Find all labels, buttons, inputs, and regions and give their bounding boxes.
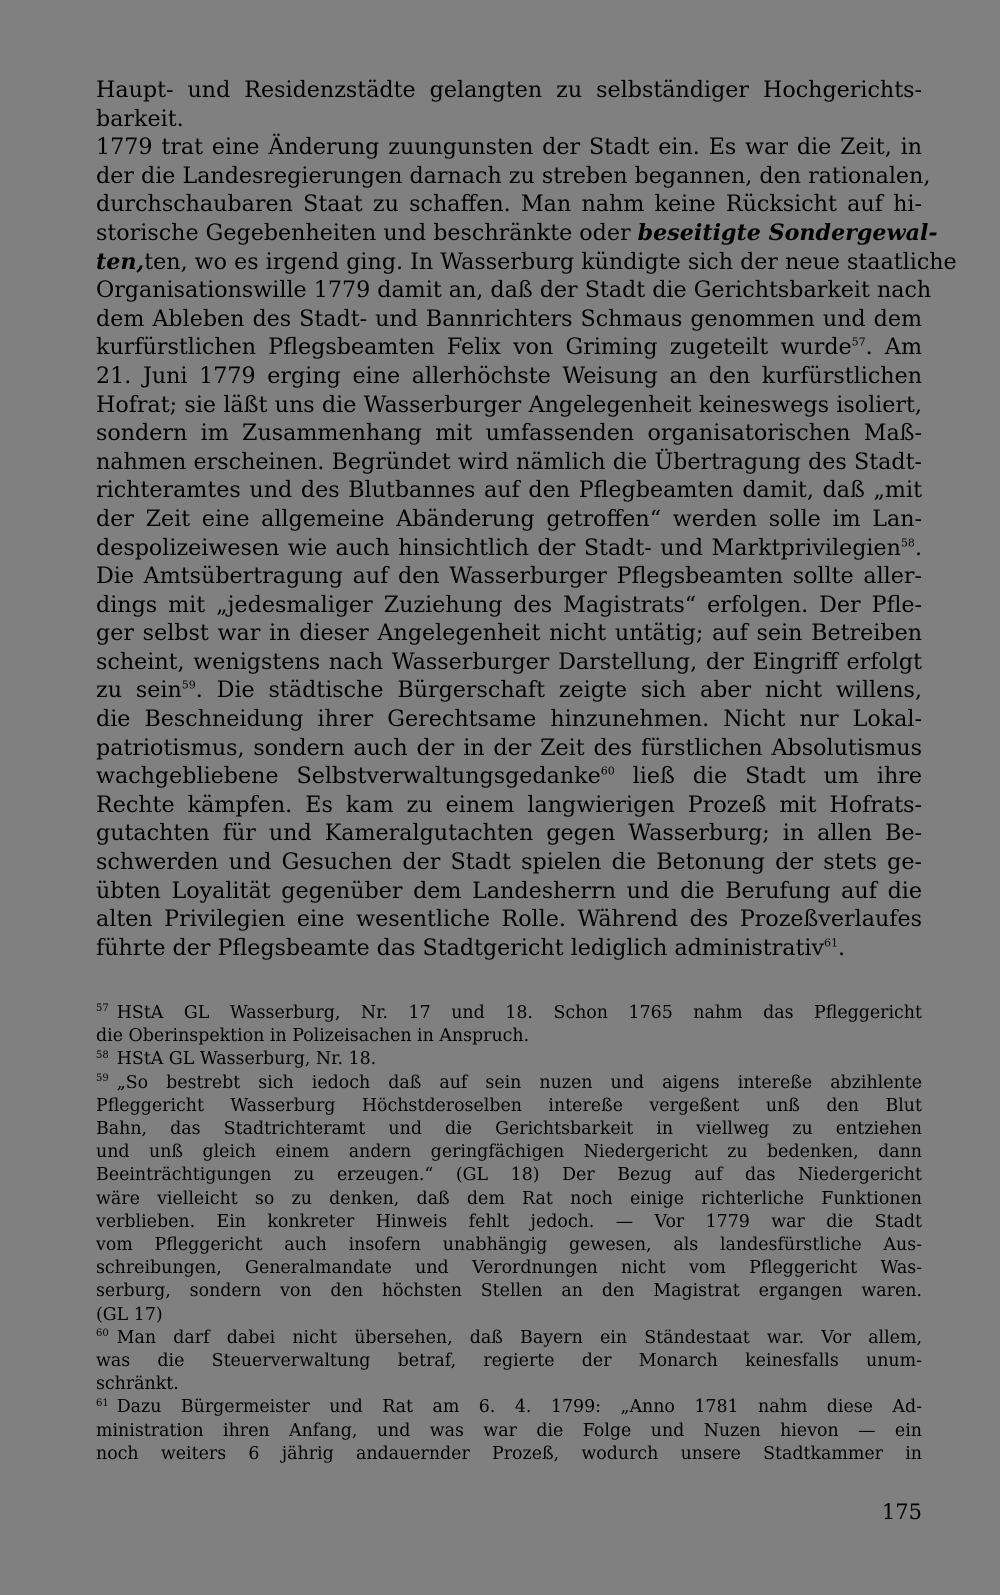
body-line: gutachten für und Kameralgutachten gegen Wasserburg; in allen Be- (96, 820, 922, 847)
emphasized-text: beseitigte Sondergewal- (637, 219, 938, 246)
footnote-text: HStA GL Wasserburg, Nr. 18. (116, 1049, 377, 1070)
body-line-part: zu sein (96, 677, 182, 704)
footnote-59 (96, 1072, 922, 1327)
body-line: richteramtes und des Blutbannes auf den Pflegbeamten damit, daß „mit (96, 477, 922, 504)
body-line-part: ten, wo es irgend ging. In Wasserburg kündigte sich der neue staatliche (144, 248, 957, 275)
body-line: Organisationswille 1779 damit an, daß der Stadt die Gerichtsbarkeit nach (96, 277, 932, 304)
footnote-line: was die Steuerverwaltung betraf, regierte der Monarch keinesfalls unum- (96, 1351, 922, 1372)
body-line: übten Loyalität gegenüber dem Landesherrn und die Berufung auf die (96, 877, 922, 904)
body-line: patriotismus, sondern auch der in der Zeit des fürstlichen Absolutismus (96, 734, 922, 761)
body-line (96, 534, 922, 563)
footnote-line: Pfleggericht Wasserburg Höchstderoselben intereße vergeßent unß den Blut (96, 1095, 922, 1116)
body-line-part: . (838, 934, 846, 961)
body-line-part: wachgebliebene Selbstverwaltungsgedanke (96, 763, 601, 790)
body-line: der Zeit eine allgemeine Abänderung getroffen“ werden solle im Lan- (96, 505, 922, 532)
footnote-ref-60[interactable]: 60 (600, 764, 615, 778)
page-number: 175 (881, 1500, 922, 1524)
body-line-part: . Am (865, 334, 922, 361)
footnote-line (96, 1072, 922, 1095)
body-line-part: . Die städtische Bürgerschaft zeigte sich aber nicht willens, (195, 677, 922, 704)
footnote-ref-58[interactable]: 58 (900, 536, 915, 550)
body-line: dem Ableben des Stadt- und Bannrichters Schmaus genommen und dem (96, 305, 922, 332)
body-line: barkeit. (96, 105, 184, 132)
body-line: nahmen erscheinen. Begründet wird nämlich die Übertragung des Stadt- (96, 448, 922, 475)
footnote-line: verblieben. Ein konkreter Hinweis fehlt jedoch. — Vor 1779 war die Stadt (96, 1211, 922, 1232)
body-line-part: ließ die Stadt um ihre (614, 763, 922, 790)
footnote-ref-57[interactable]: 57 (851, 335, 866, 349)
footnote-line: noch weiters 6 jährig andauernder Prozeß, wodurch unsere Stadtkammer in (96, 1443, 922, 1464)
footnote-line: Bahn, das Stadtrichteramt und die Gerichtsbarkeit in viellweg zu entziehen (96, 1119, 922, 1140)
footnote-line: schreibungen, Generalmandate und Verordnungen nicht vom Pfleggericht Was- (96, 1258, 922, 1279)
body-line-part: despolizeiwesen wie auch hinsichtlich der Stadt- und Marktprivilegien (96, 534, 901, 561)
body-line: Die Amtsübertragung auf den Wasserburger Pflegsbeamten sollte aller- (96, 563, 922, 590)
body-line (96, 676, 922, 705)
body-line (96, 333, 922, 362)
footnote-mark: 61 (96, 1397, 109, 1409)
footnote-ref-59[interactable]: 59 (181, 679, 196, 693)
document-page (96, 76, 957, 962)
body-line: die Beschneidung ihrer Gerechtsame hinzunehmen. Nicht nur Lokal- (96, 706, 922, 733)
footnote-line: die Oberinspektion in Polizeisachen in Anspruch. (96, 1026, 530, 1047)
footnote-line: wäre vielleicht so zu denken, daß dem Rat noch einige richterliche Funktionen (96, 1188, 922, 1209)
body-text (96, 76, 957, 962)
body-line: Rechte kämpfen. Es kam zu einem langwierigen Prozeß mit Hofrats- (96, 791, 922, 818)
footnote-57 (96, 1002, 922, 1048)
body-line: schwerden und Gesuchen der Stadt spielen die Betonung der stets ge- (96, 849, 922, 876)
body-line: durchschaubaren Staat zu schaffen. Man nahm keine Rücksicht auf hi- (96, 191, 922, 218)
footnote-60 (96, 1327, 922, 1397)
body-line: Haupt- und Residenzstädte gelangten zu selbständiger Hochgerichts- (96, 77, 922, 103)
body-line: Hofrat; sie läßt uns die Wasserburger Angelegenheit keineswegs isoliert, (96, 391, 922, 418)
footnote-text: Dazu Bürgermeister und Rat am 6. 4. 1799: „Anno 1781 nahm diese Ad- (116, 1397, 922, 1418)
body-line: alten Privilegien eine wesentliche Rolle. Während des Prozeßverlaufes (96, 906, 922, 933)
footnote-line (96, 1396, 922, 1419)
body-line-part: kurfürstlichen Pflegsbeamten Felix von Griming zugeteilt wurde (96, 334, 852, 361)
footnote-line: schränkt. (96, 1374, 179, 1395)
body-line-part: . (914, 534, 922, 561)
footnote-line: vom Pfleggericht auch insofern unabhängig gewesen, als landesfürstliche Aus- (96, 1235, 922, 1256)
body-line (96, 934, 922, 963)
body-line: scheint, wenigstens nach Wasserburger Darstellung, der Eingriff erfolgt (96, 648, 922, 675)
footnote-text: HStA GL Wasserburg, Nr. 17 und 18. Schon 1765 nahm das Pfleggericht (116, 1003, 922, 1023)
footnote-61 (96, 1396, 922, 1466)
footnote-mark: 60 (96, 1328, 109, 1340)
footnote-line (96, 1002, 922, 1025)
body-line (96, 248, 957, 277)
footnote-58 (96, 1048, 922, 1071)
body-line-part: storische Gegebenheiten und beschränkte oder (96, 219, 638, 246)
footnote-mark: 58 (96, 1049, 109, 1061)
footnote-mark: 59 (96, 1072, 109, 1084)
footnote-line: Beeinträchtigungen zu erzeugen.“ (GL 18) Der Bezug auf das Niedergericht (96, 1165, 922, 1186)
body-line: dings mit „jedesmaliger Zuziehung des Magistrats“ erfolgen. Der Pfle- (96, 591, 922, 618)
footnote-line: (GL 17) (96, 1304, 163, 1325)
footnote-line (96, 1048, 922, 1071)
footnotes (96, 1002, 922, 1466)
footnote-text: „So bestrebt sich iedoch daß auf sein nuzen und aigens intereße abzihlente (116, 1072, 922, 1093)
body-line: sondern im Zusammenhang mit umfassenden organisatorischen Maß- (96, 420, 922, 447)
footnote-ref-61[interactable]: 61 (824, 936, 839, 950)
body-line (96, 762, 922, 791)
body-line-part: führte der Pflegsbeamte das Stadtgericht lediglich administrativ (96, 934, 825, 961)
footnote-text: Man darf dabei nicht übersehen, daß Bayern ein Ständestaat war. Vor allem, (116, 1327, 922, 1348)
footnote-line: ministration ihren Anfang, und was war die Folge und Nuzen hievon — ein (96, 1420, 922, 1441)
footnote-line: und unß gleich einem andern geringfächigen Niedergericht zu bedenken, dann (96, 1142, 922, 1163)
body-line (96, 219, 938, 248)
body-line: der die Landesregierungen darnach zu streben begannen, den rationalen, (96, 162, 931, 189)
body-line: ger selbst war in dieser Angelegenheit nicht untätig; auf sein Betreiben (96, 620, 922, 647)
footnote-line (96, 1327, 922, 1350)
footnote-line: serburg, sondern von den höchsten Stellen an den Magistrat ergangen waren. (96, 1281, 922, 1302)
emphasized-text: ten, (96, 248, 145, 275)
body-line: 21. Juni 1779 erging eine allerhöchste Weisung an den kurfürstlichen (96, 362, 922, 389)
footnote-mark: 57 (96, 1003, 109, 1015)
body-line: 1779 trat eine Änderung zuungunsten der Stadt ein. Es war die Zeit, in (96, 134, 922, 161)
